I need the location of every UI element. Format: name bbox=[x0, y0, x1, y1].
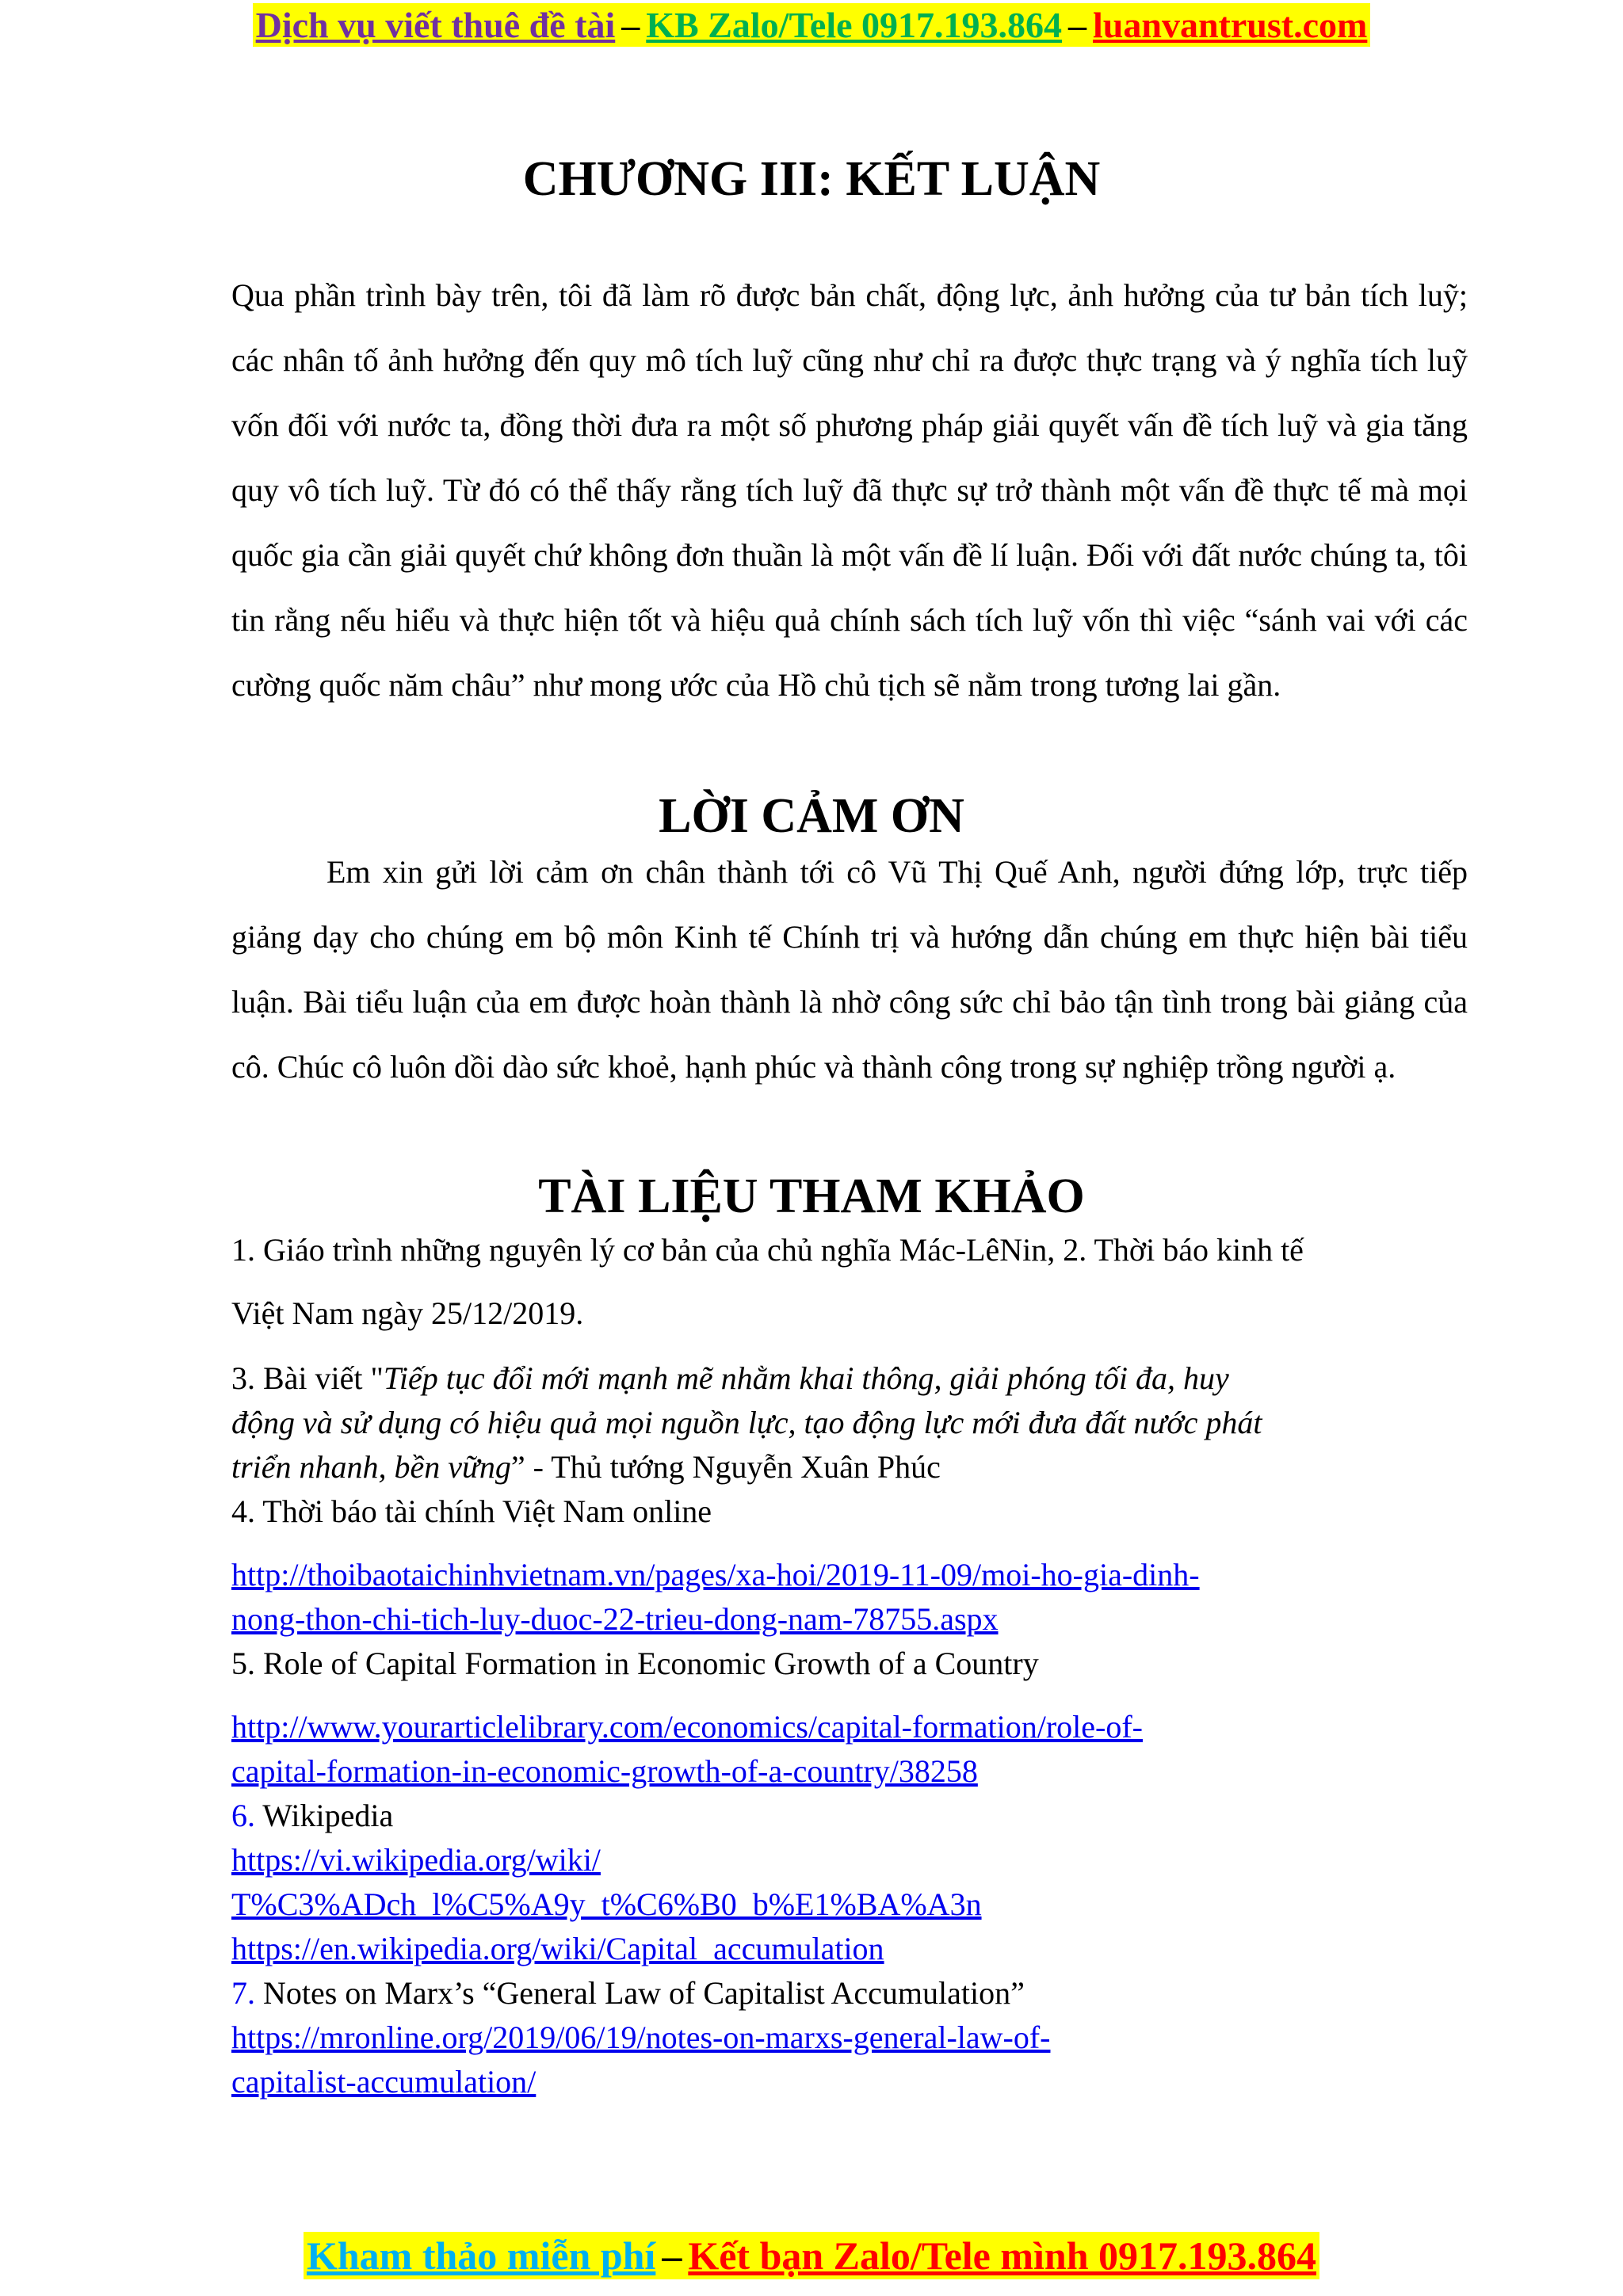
reference-3-line-1 bbox=[231, 1356, 1499, 1401]
banner-contact-link[interactable]: KB Zalo/Tele 0917.193.864 bbox=[643, 3, 1065, 47]
reference-3-prefix: 3. Bài viết " bbox=[231, 1360, 384, 1396]
reference-1-line-2: Việt Nam ngày 25/12/2019. bbox=[231, 1295, 584, 1331]
banner-website-link[interactable]: luanvantrust.com bbox=[1090, 3, 1370, 47]
reference-3-title-part-2: động và sử dụng có hiệu quả mọi nguồn lực, tạo động lực mới đưa đất nước phát bbox=[231, 1405, 1262, 1440]
reference-7-title-line bbox=[231, 1971, 1499, 2016]
reference-5-link-part-2[interactable]: capital-formation-in-economic-growth-of-a-country/38258 bbox=[231, 1753, 978, 1789]
reference-3-suffix: ” - Thủ tướng Nguyễn Xuân Phúc bbox=[510, 1449, 941, 1485]
chapter-title: CHƯƠNG III: KẾT LUẬN bbox=[522, 152, 1101, 206]
reference-4-link-part-2[interactable]: nong-thon-chi-tich-luy-duoc-22-trieu-dong-nam-78755.aspx bbox=[231, 1601, 999, 1637]
references-title: TÀI LIỆU THAM KHẢO bbox=[538, 1169, 1085, 1223]
reference-6-title-line bbox=[231, 1794, 1499, 1838]
reference-7-link-part-2[interactable]: capitalist-accumulation/ bbox=[231, 2064, 537, 2100]
top-banner bbox=[0, 2, 1623, 49]
reference-6-link-vi-part-1[interactable]: https://vi.wikipedia.org/wiki/ bbox=[231, 1842, 601, 1878]
reference-6-number: 6. bbox=[231, 1798, 255, 1833]
reference-3-title-part-3: triển nhanh, bền vững bbox=[231, 1449, 511, 1485]
reference-4-link-part-1[interactable]: http://thoibaotaichinhvietnam.vn/pages/xa-hoi/2019-11-09/moi-ho-gia-dinh- bbox=[231, 1557, 1200, 1592]
reference-7-number: 7. bbox=[231, 1975, 255, 2011]
thanks-paragraph bbox=[231, 840, 1468, 1100]
bottom-banner bbox=[0, 2228, 1623, 2283]
reference-5-link-part-1[interactable]: http://www.yourarticlelibrary.com/economics/capital-formation/role-of- bbox=[231, 1709, 1143, 1745]
banner-separator: – bbox=[1065, 3, 1090, 47]
reference-6-title: Wikipedia bbox=[255, 1798, 394, 1833]
reference-1-line-1: 1. Giáo trình những nguyên lý cơ bản của chủ nghĩa Mác-LêNin, 2. Thời báo kinh tế bbox=[231, 1232, 1304, 1268]
reference-3-line-3 bbox=[231, 1445, 1499, 1489]
reference-7-link-part-1[interactable]: https://mronline.org/2019/06/19/notes-on-marxs-general-law-of- bbox=[231, 2019, 1051, 2055]
banner-separator: – bbox=[659, 2232, 685, 2279]
reference-6-link-vi-part-2[interactable]: T%C3%ADch_l%C5%A9y_t%C6%B0_b%E1%BA%A3n bbox=[231, 1886, 982, 1922]
thanks-title: LỜI CẢM ƠN bbox=[659, 789, 964, 843]
thanks-text: Em xin gửi lời cảm ơn chân thành tới cô Vũ Thị Quế Anh, người đứng lớp, trực tiếp giảng dạy cho chúng em bộ môn Kinh tế Chính trị và hướng dẫn chúng em thực hiện bài tiểu luận. Bài tiểu luận của em được hoàn thành là nhờ công sức chỉ bảo tận tình trong bài giảng của cô. Chúc cô luôn dồi dào sức khoẻ, hạnh phúc và thành công trong sự nghiệp trồng người ạ. bbox=[231, 854, 1468, 1085]
reference-3-title-part-1: Tiếp tục đổi mới mạnh mẽ nhằm khai thông, giải phóng tối đa, huy bbox=[383, 1360, 1229, 1396]
reference-6-link-en[interactable]: https://en.wikipedia.org/wiki/Capital_accumulation bbox=[231, 1931, 884, 1966]
reference-4-title: 4. Thời báo tài chính Việt Nam online bbox=[231, 1493, 712, 1529]
reference-5-title: 5. Role of Capital Formation in Economic Growth of a Country bbox=[231, 1646, 1039, 1681]
banner-separator: – bbox=[618, 3, 643, 47]
banner-add-friend-link[interactable]: Kết bạn Zalo/Tele mình 0917.193.864 bbox=[685, 2232, 1319, 2279]
reference-7-title: Notes on Marx’s “General Law of Capitalist Accumulation” bbox=[255, 1975, 1025, 2011]
banner-free-reference-link[interactable]: Kham thảo miễn phí bbox=[304, 2232, 659, 2279]
banner-service-link[interactable]: Dịch vụ viết thuê đề tài bbox=[253, 3, 619, 47]
conclusion-paragraph: Qua phần trình bày trên, tôi đã làm rõ được bản chất, động lực, ảnh hưởng của tư bản tích luỹ; các nhân tố ảnh hưởng đến quy mô tích luỹ cũng như chỉ ra được thực trạng và ý nghĩa tích luỹ vốn đối với nước ta, đồng thời đưa ra một số phương pháp giải quyết vấn đề tích luỹ và gia tăng quy vô tích luỹ. Từ đó có thể thấy rằng tích luỹ đã thực sự trở thành một vấn đề thực tế mà mọi quốc gia cần giải quyết chứ không đơn thuần là một vấn đề lí luận. Đối với đất nước chúng ta, tôi tin rằng nếu hiểu và thực hiện tốt và hiệu quả chính sách tích luỹ vốn thì việc “sánh vai với các cường quốc năm châu” như mong ước của Hồ chủ tịch sẽ nằm trong tương lai gần. bbox=[231, 277, 1468, 703]
